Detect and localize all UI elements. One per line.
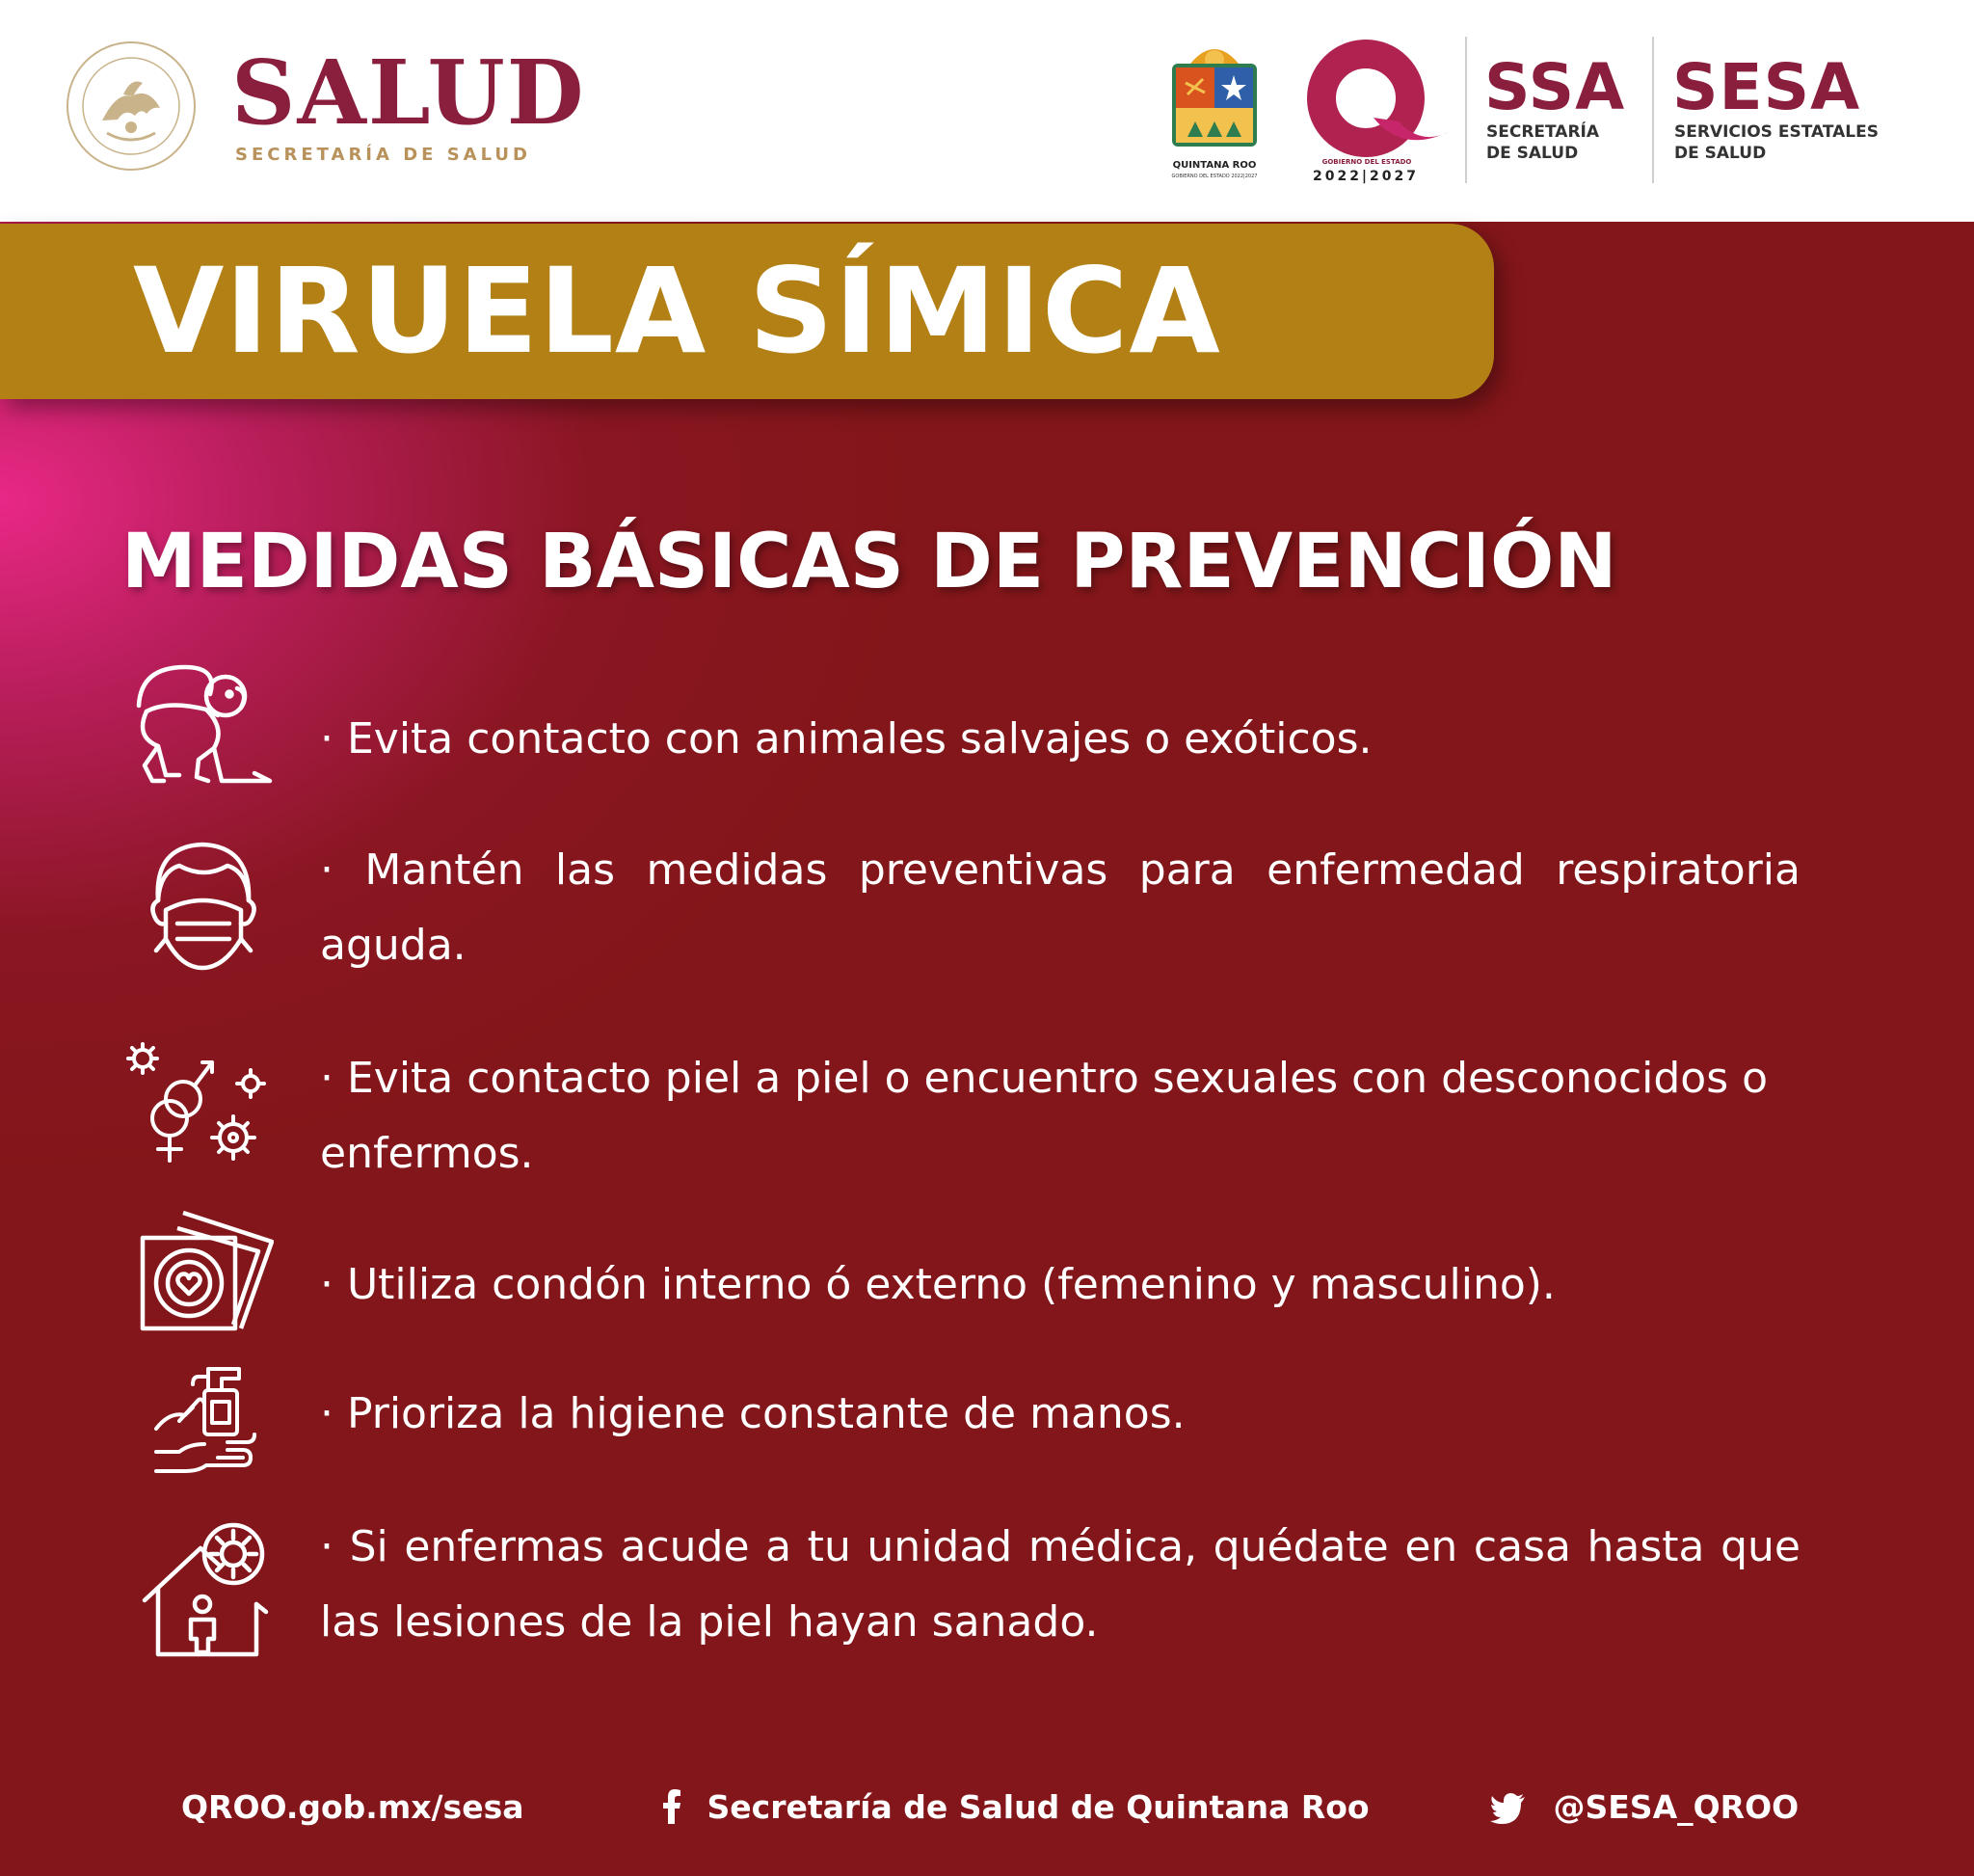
prevention-item-1: · Evita contacto con animales salvajes o exóticos.: [320, 714, 1373, 764]
twitter-icon: [1490, 1789, 1525, 1820]
handwash-icon: [150, 1365, 264, 1479]
mexican-coat-of-arms-seal-icon: [64, 39, 199, 174]
prevention-item-2: · Mantén las medidas preventivas para enfermedad respiratoria aguda.: [320, 845, 1801, 970]
quintana-roo-shield-icon: [1166, 35, 1263, 150]
website-link[interactable]: QROO.gob.mx/sesa: [181, 1788, 524, 1826]
ssa-line-1: SECRETARÍA: [1486, 122, 1600, 142]
sesa-logo-subtitle: [1674, 121, 1879, 164]
q-logo-years: 2022|2027: [1312, 169, 1420, 184]
gender-virus-icon: [125, 1041, 270, 1176]
monkey-icon: [129, 659, 276, 796]
twitter-handle-link[interactable]: @SESA_QROO: [1553, 1788, 1800, 1826]
sesa-line-1: SERVICIOS ESTATALES: [1674, 122, 1879, 142]
footer-website[interactable]: [181, 1783, 524, 1832]
face-mask-icon: [147, 833, 260, 979]
facebook-link[interactable]: Secretaría de Salud de Quintana Roo: [707, 1788, 1370, 1826]
quintana-roo-shield-label: QUINTANA ROO: [1172, 160, 1257, 171]
prevention-item-4: · Utiliza condón interno ó externo (femenino y masculino).: [320, 1260, 1556, 1309]
gobierno-q-logo-icon: [1296, 39, 1455, 169]
ssa-logo-subtitle: [1486, 121, 1599, 164]
quintana-roo-shield-sublabel: GOBIERNO DEL ESTADO 2022|2027: [1171, 174, 1258, 179]
prevention-item-5: · Prioriza la higiene constante de manos.: [320, 1389, 1186, 1438]
footer-facebook[interactable]: [661, 1783, 1370, 1832]
q-logo-label: GOBIERNO DEL ESTADO: [1321, 158, 1412, 166]
page-title: VIRUELA SÍMICA: [133, 243, 1221, 380]
footer-twitter[interactable]: [1490, 1783, 1799, 1832]
header: [0, 0, 1974, 222]
prevention-item-3: · Evita contacto piel a piel o encuentro sexuales con desconocidos o enfermos.: [320, 1054, 1769, 1178]
header-divider: [1465, 37, 1467, 183]
sesa-line-2: DE SALUD: [1674, 144, 1767, 163]
ssa-logo-title: SSA: [1484, 50, 1626, 124]
ssa-line-2: DE SALUD: [1486, 144, 1579, 163]
stay-home-icon: [141, 1512, 270, 1658]
prevention-item-6: · Si enfermas acude a tu unidad médica, quédate en casa hasta que las lesiones de la piel hayan sanado.: [320, 1522, 1801, 1647]
salud-logo-title: SALUD: [231, 40, 586, 145]
salud-logo-subtitle: SECRETARÍA DE SALUD: [235, 145, 531, 165]
facebook-icon: [661, 1789, 682, 1824]
condom-icon: [139, 1209, 274, 1332]
section-subtitle: MEDIDAS BÁSICAS DE PREVENCIÓN: [121, 519, 1617, 605]
sesa-logo-title: SESA: [1672, 50, 1861, 124]
header-divider: [1652, 37, 1654, 183]
